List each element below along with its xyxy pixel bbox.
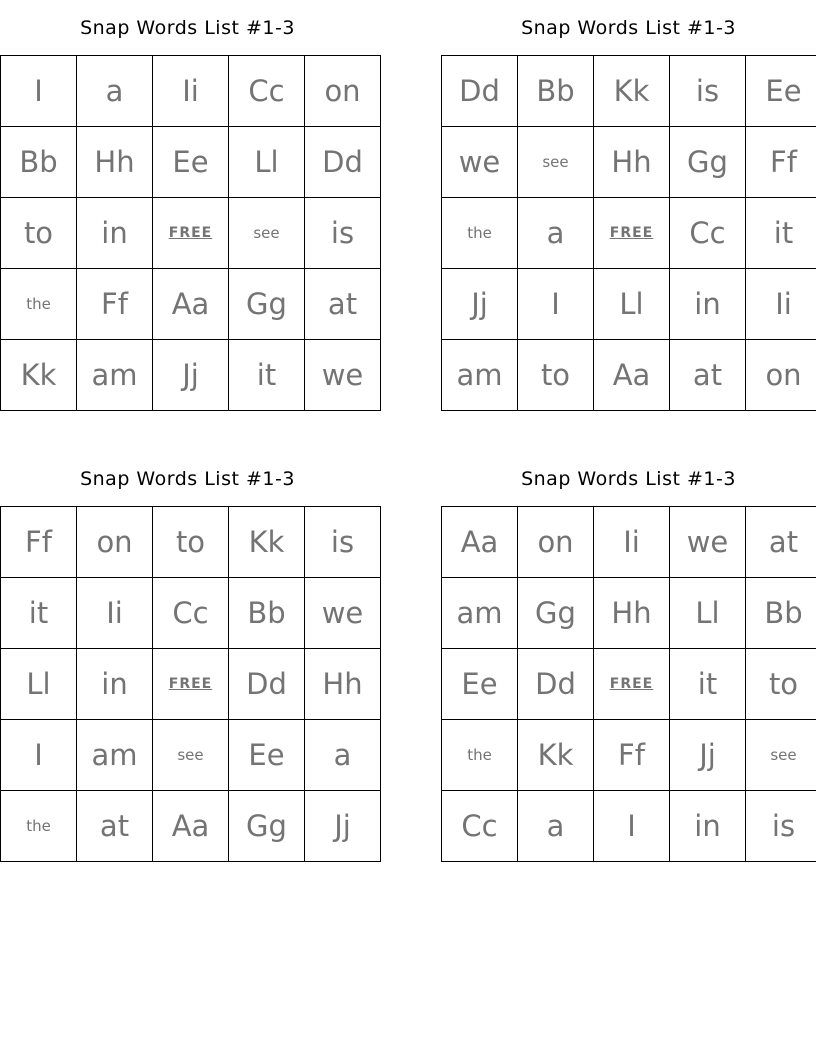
word-cell: on xyxy=(77,507,153,578)
word-cell: at xyxy=(746,507,816,578)
grid-row xyxy=(442,127,816,198)
word-cell: the xyxy=(1,791,77,862)
card-title: Snap Words List #1-3 xyxy=(521,17,736,39)
word-cell: to xyxy=(746,649,816,720)
word-cell: Aa xyxy=(153,791,229,862)
word-cell: is xyxy=(305,198,381,269)
word-cell: in xyxy=(670,791,746,862)
word-cell: am xyxy=(77,720,153,791)
word-cell: Ii xyxy=(77,578,153,649)
word-cell: I xyxy=(1,56,77,127)
word-cell: on xyxy=(305,56,381,127)
word-cell: Ll xyxy=(670,578,746,649)
word-cell: is xyxy=(305,507,381,578)
word-cell: in xyxy=(670,269,746,340)
word-cell: Gg xyxy=(670,127,746,198)
word-cell: Kk xyxy=(1,340,77,411)
word-cell: to xyxy=(518,340,594,411)
word-cell: it xyxy=(229,340,305,411)
word-cell: Kk xyxy=(594,56,670,127)
word-cell: at xyxy=(77,791,153,862)
word-cell: Jj xyxy=(153,340,229,411)
word-cell: the xyxy=(442,198,518,269)
grid-row xyxy=(442,269,816,340)
word-cell: Cc xyxy=(153,578,229,649)
card-title: Snap Words List #1-3 xyxy=(80,468,295,490)
word-cell: it xyxy=(746,198,816,269)
grid-row xyxy=(1,791,381,862)
word-cell: Jj xyxy=(442,269,518,340)
word-cell: Bb xyxy=(518,56,594,127)
word-cell: a xyxy=(77,56,153,127)
free-cell: FREE xyxy=(594,649,670,720)
grid-row xyxy=(442,649,816,720)
free-cell: FREE xyxy=(594,198,670,269)
word-cell: Ff xyxy=(1,507,77,578)
word-cell: a xyxy=(518,198,594,269)
word-cell: I xyxy=(518,269,594,340)
word-cell: Ii xyxy=(746,269,816,340)
word-cell: Ll xyxy=(1,649,77,720)
word-cell: Hh xyxy=(594,127,670,198)
word-cell: Ii xyxy=(594,507,670,578)
grid-row xyxy=(442,340,816,411)
word-cell: Ee xyxy=(229,720,305,791)
grid-row xyxy=(442,56,816,127)
word-cell: Cc xyxy=(442,791,518,862)
word-cell: Aa xyxy=(153,269,229,340)
word-cell: Kk xyxy=(518,720,594,791)
word-cell: it xyxy=(670,649,746,720)
word-cell: Ff xyxy=(77,269,153,340)
word-cell: see xyxy=(518,127,594,198)
grid-row xyxy=(1,269,381,340)
word-cell: Kk xyxy=(229,507,305,578)
grid-row xyxy=(442,578,816,649)
word-cell: is xyxy=(746,791,816,862)
bingo-grid xyxy=(441,506,816,862)
word-cell: at xyxy=(670,340,746,411)
word-cell: Dd xyxy=(518,649,594,720)
word-cell: to xyxy=(153,507,229,578)
grid-row xyxy=(1,198,381,269)
grid-row xyxy=(1,507,381,578)
word-cell: Gg xyxy=(518,578,594,649)
word-cell: Bb xyxy=(229,578,305,649)
word-cell: see xyxy=(746,720,816,791)
grid-row xyxy=(442,791,816,862)
word-cell: Ll xyxy=(229,127,305,198)
free-cell: FREE xyxy=(153,198,229,269)
word-cell: I xyxy=(1,720,77,791)
word-cell: the xyxy=(442,720,518,791)
grid-row xyxy=(1,340,381,411)
grid-row xyxy=(1,720,381,791)
word-cell: am xyxy=(77,340,153,411)
bingo-grid xyxy=(0,55,381,411)
word-cell: to xyxy=(1,198,77,269)
word-cell: Jj xyxy=(305,791,381,862)
grid-row xyxy=(442,198,816,269)
word-cell: see xyxy=(229,198,305,269)
word-cell: Hh xyxy=(305,649,381,720)
word-cell: Dd xyxy=(305,127,381,198)
word-cell: Bb xyxy=(746,578,816,649)
word-cell: at xyxy=(305,269,381,340)
word-cell: am xyxy=(442,340,518,411)
word-cell: a xyxy=(518,791,594,862)
word-cell: Ii xyxy=(153,56,229,127)
word-cell: in xyxy=(77,649,153,720)
word-cell: Ll xyxy=(594,269,670,340)
word-cell: Gg xyxy=(229,269,305,340)
word-cell: we xyxy=(670,507,746,578)
word-cell: Aa xyxy=(442,507,518,578)
grid-row xyxy=(442,720,816,791)
grid-row xyxy=(1,127,381,198)
word-cell: it xyxy=(1,578,77,649)
word-cell: on xyxy=(746,340,816,411)
word-cell: am xyxy=(442,578,518,649)
word-cell: on xyxy=(518,507,594,578)
word-cell: I xyxy=(594,791,670,862)
bingo-grid xyxy=(441,55,816,411)
grid-row xyxy=(1,578,381,649)
word-cell: Cc xyxy=(229,56,305,127)
grid-row xyxy=(442,507,816,578)
word-cell: we xyxy=(305,340,381,411)
word-cell: Ff xyxy=(594,720,670,791)
word-cell: Jj xyxy=(670,720,746,791)
card-title: Snap Words List #1-3 xyxy=(521,468,736,490)
word-cell: Hh xyxy=(77,127,153,198)
bingo-grid xyxy=(0,506,381,862)
card-title: Snap Words List #1-3 xyxy=(80,17,295,39)
word-cell: Bb xyxy=(1,127,77,198)
word-cell: see xyxy=(153,720,229,791)
word-cell: Aa xyxy=(594,340,670,411)
grid-row xyxy=(1,56,381,127)
word-cell: Ee xyxy=(442,649,518,720)
word-cell: Cc xyxy=(670,198,746,269)
word-cell: Dd xyxy=(442,56,518,127)
free-cell: FREE xyxy=(153,649,229,720)
word-cell: the xyxy=(1,269,77,340)
word-cell: we xyxy=(305,578,381,649)
word-cell: Gg xyxy=(229,791,305,862)
word-cell: a xyxy=(305,720,381,791)
word-cell: in xyxy=(77,198,153,269)
word-cell: Ff xyxy=(746,127,816,198)
grid-row xyxy=(1,649,381,720)
word-cell: Ee xyxy=(746,56,816,127)
word-cell: Ee xyxy=(153,127,229,198)
word-cell: Dd xyxy=(229,649,305,720)
word-cell: is xyxy=(670,56,746,127)
word-cell: Hh xyxy=(594,578,670,649)
word-cell: we xyxy=(442,127,518,198)
